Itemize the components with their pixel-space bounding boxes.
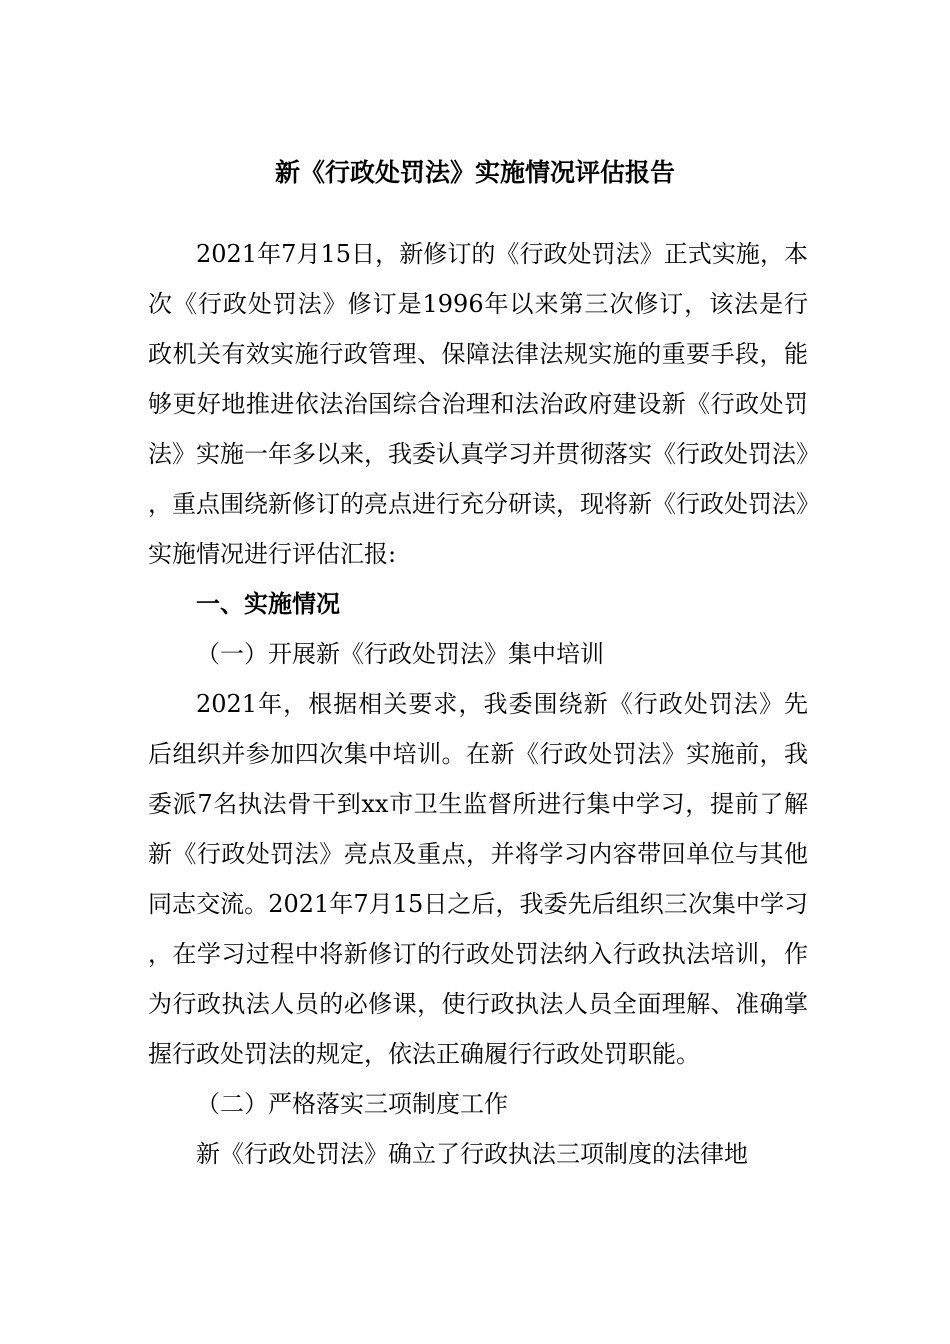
subsection-heading-training: （一）开展新《行政处罚法》集中培训 xyxy=(196,640,604,668)
three-systems-paragraph: 新《行政处罚法》确立了行政执法三项制度的法律地 xyxy=(196,1140,748,1168)
document-title: 新《行政处罚法》实施情况评估报告 xyxy=(274,158,675,187)
document-body xyxy=(148,229,808,1179)
section-heading-implementation: 一、实施情况 xyxy=(196,590,340,618)
intro-paragraph: 2021年7月15日，新修订的《行政处罚法》正式实施，本次《行政处罚法》修订是1996年以来第三次修订，该法是行政机关有效实施行政管理、保障法律法规实施的重要手段，能够更好地推进依法治国综合治理和法治政府建设新《行政处罚法》实施一年多以来，我委认真学习并贯彻落实《行政处罚法》，重点围绕新修订的亮点进行充分研读，现将新《行政处罚法》实施情况进行评估汇报: xyxy=(148,240,808,568)
subsection-heading-three-systems: （二）严格落实三项制度工作 xyxy=(196,1090,508,1118)
training-paragraph: 2021年，根据相关要求，我委围绕新《行政处罚法》先后组织并参加四次集中培训。在新《行政处罚法》实施前，我委派7名执法骨干到xx市卫生监督所进行集中学习，提前了解新《行政处罚法》亮点及重点，并将学习内容带回单位与其他同志交流。2021年7月15日之后，我委先后组织三次集中学习，在学习过程中将新修订的行政处罚法纳入行政执法培训，作为行政执法人员的必修课，使行政执法人员全面理解、准确掌握行政处罚法的规定，依法正确履行行政处罚职能。 xyxy=(148,690,808,1068)
